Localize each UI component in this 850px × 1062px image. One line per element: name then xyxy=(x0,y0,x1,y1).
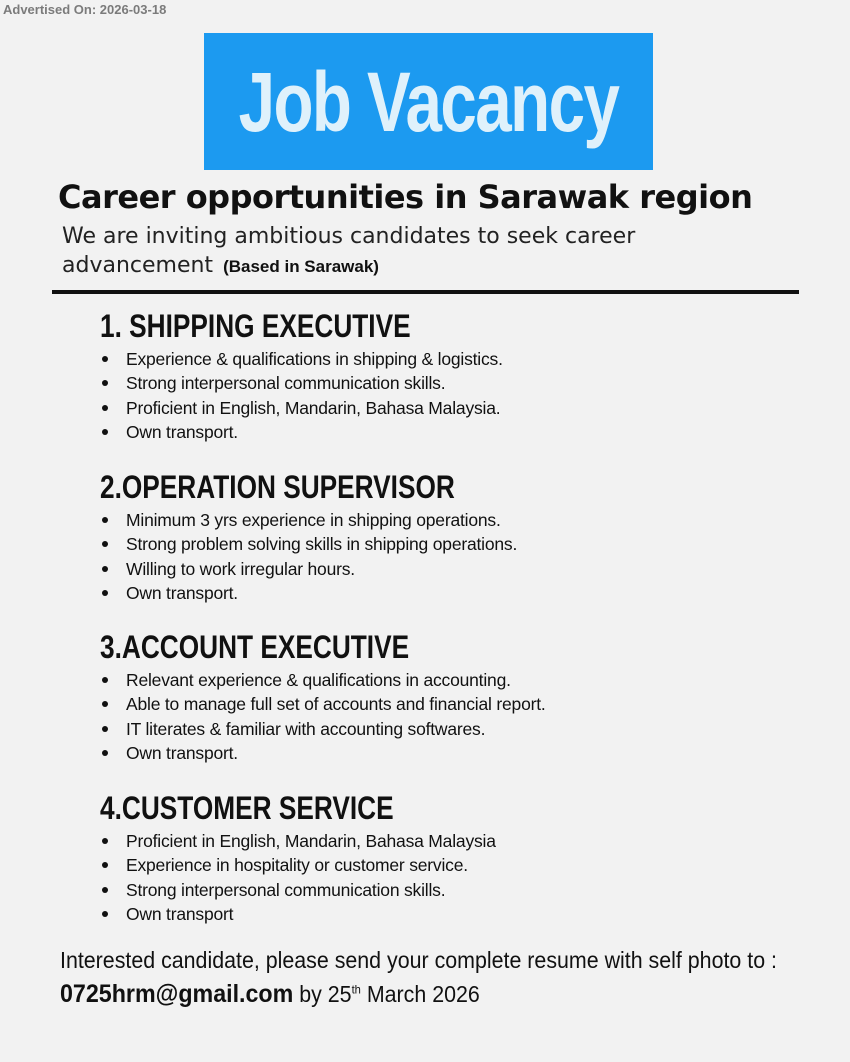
job-title: 1. SHIPPING EXECUTIVE xyxy=(100,308,411,344)
list-item xyxy=(100,741,546,765)
job-title: 4.CUSTOMER SERVICE xyxy=(100,790,394,826)
requirement-text: Own transport. xyxy=(126,582,238,603)
list-item xyxy=(100,396,503,420)
list-item xyxy=(100,902,496,926)
job-section-customer-service xyxy=(100,791,496,926)
banner-title: Job Vacancy xyxy=(238,54,619,149)
bullet-icon xyxy=(102,405,108,411)
bullet-icon xyxy=(102,356,108,362)
bullet-icon xyxy=(102,726,108,732)
requirement-text: Own transport. xyxy=(126,742,238,763)
requirement-text: Own transport. xyxy=(126,421,238,442)
list-item xyxy=(100,347,503,371)
bullet-icon xyxy=(102,566,108,572)
location-note: (Based in Sarawak) xyxy=(223,257,379,276)
deadline-prefix: by 25 xyxy=(293,981,352,1007)
job-title: 3.ACCOUNT EXECUTIVE xyxy=(100,629,410,665)
requirements-list xyxy=(100,668,546,765)
bullet-icon xyxy=(102,429,108,435)
contact-email[interactable]: 0725hrm@gmail.com xyxy=(60,980,294,1008)
bullet-icon xyxy=(102,887,108,893)
requirement-text: Own transport xyxy=(126,903,234,924)
list-item xyxy=(100,829,496,853)
contact-instruction: Interested candidate, please send your complete resume with self photo to : xyxy=(60,947,777,973)
bullet-icon xyxy=(102,750,108,756)
requirement-text: Strong interpersonal communication skills. xyxy=(126,879,446,900)
bullet-icon xyxy=(102,911,108,917)
bullet-icon xyxy=(102,590,108,596)
requirement-text: Strong interpersonal communication skills. xyxy=(126,373,446,394)
requirement-text: Experience in hospitality or customer service. xyxy=(126,855,468,876)
requirement-text: Able to manage full set of accounts and financial report. xyxy=(126,694,546,715)
bullet-icon xyxy=(102,380,108,386)
page-headline: Career opportunities in Sarawak region xyxy=(58,178,753,216)
list-item xyxy=(100,692,546,716)
list-item xyxy=(100,668,546,692)
bullet-icon xyxy=(102,838,108,844)
job-title: 2.OPERATION SUPERVISOR xyxy=(100,469,455,505)
bullet-icon xyxy=(102,517,108,523)
requirements-list xyxy=(100,829,496,926)
job-section-operation-supervisor xyxy=(100,470,533,605)
bullet-icon xyxy=(102,677,108,683)
job-vacancy-banner xyxy=(204,33,653,170)
deadline-day-suffix: th xyxy=(351,982,361,997)
requirements-list xyxy=(100,347,503,444)
list-item xyxy=(100,532,533,556)
subtitle-line-2 xyxy=(62,251,762,281)
bullet-icon xyxy=(102,541,108,547)
requirement-text: Experience & qualifications in shipping & logistics. xyxy=(126,349,503,369)
requirement-text: Proficient in English, Mandarin, Bahasa Malaysia xyxy=(126,831,496,851)
divider xyxy=(52,290,799,294)
requirement-text: Minimum 3 yrs experience in shipping operations. xyxy=(126,510,501,530)
bullet-icon xyxy=(102,701,108,707)
list-item xyxy=(100,878,496,902)
contact-details xyxy=(60,980,480,1009)
advertised-date: Advertised On: 2026-03-18 xyxy=(3,2,167,17)
job-section-account-executive xyxy=(100,630,546,765)
subtitle-line-2-text: advancement xyxy=(62,253,214,278)
requirement-text: Strong problem solving skills in shipping operations. xyxy=(126,534,518,555)
list-item xyxy=(100,853,496,877)
requirement-text: Proficient in English, Mandarin, Bahasa Malaysia. xyxy=(126,397,501,418)
requirement-text: Relevant experience & qualifications in accounting. xyxy=(126,670,511,690)
subtitle-line-1: We are inviting ambitious candidates to seek career xyxy=(62,224,636,249)
requirements-list xyxy=(100,508,533,605)
job-section-shipping-executive xyxy=(100,309,503,444)
list-item xyxy=(100,717,546,741)
list-item xyxy=(100,557,533,581)
deadline-rest: March 2026 xyxy=(360,981,480,1007)
requirement-text: IT literates & familiar with accounting softwares. xyxy=(126,718,486,739)
bullet-icon xyxy=(102,862,108,868)
list-item xyxy=(100,508,533,532)
requirement-text: Willing to work irregular hours. xyxy=(126,558,355,579)
list-item xyxy=(100,420,503,444)
list-item xyxy=(100,371,503,395)
list-item xyxy=(100,581,533,605)
